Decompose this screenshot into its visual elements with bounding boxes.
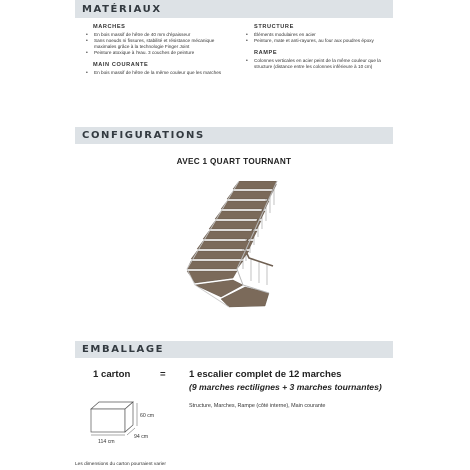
handrail-list (84, 70, 234, 76)
carton-box-icon (85, 400, 175, 452)
box-length-label: 114 cm (98, 439, 115, 445)
steps-list (84, 32, 234, 56)
kit-description: 1 escalier complet de 12 marches (189, 369, 342, 380)
packaging-footnote: Les dimensions du carton pourraient varier (75, 462, 166, 467)
materials-left-column (84, 24, 234, 82)
list-item: • Éléments modulaires en acier (244, 32, 394, 38)
package-quantity: 1 carton (93, 369, 131, 380)
box-height-label: 60 cm (140, 413, 155, 419)
structure-list (244, 32, 394, 44)
list-item: • Sans noeuds ni fissures, stabilité et résistance mécanique maximales grâce à la technologie Finger Joint (84, 38, 234, 50)
box-depth-label: 94 cm (134, 434, 149, 440)
list-item: • Peinture, mate et anti-rayures, au four aux poudres époxy (244, 38, 394, 44)
ramp-heading: RAMPE (254, 50, 278, 57)
handrail-heading: MAIN COURANTE (93, 62, 149, 69)
materials-right-column (244, 24, 394, 76)
section-header-materials: MATÉRIAUX (75, 0, 393, 18)
list-item: • En bois massif de hêtre de 40 mm d'épaisseur (84, 32, 234, 38)
list-item: • En bois massif de hêtre de la même couleur que les marches (84, 70, 234, 76)
section-header-packaging: EMBALLAGE (75, 341, 393, 358)
configuration-title: AVEC 1 QUART TOURNANT (176, 157, 292, 166)
list-item: • Peinture atoxique à l'eau. 3 couches de peinture (84, 50, 234, 56)
kit-detail: (9 marches rectilignes + 3 marches tournantes) (189, 382, 382, 392)
package-contents: Structure, Marches, Rampe (côté interne), Main courante (189, 403, 326, 409)
steps-heading: MARCHES (93, 24, 126, 30)
structure-heading: STRUCTURE (254, 24, 294, 30)
section-header-configurations: CONFIGURATIONS (75, 127, 393, 144)
equals-sign: = (160, 369, 166, 380)
list-item: • Colonnes verticales en acier peint de la même couleur que la structure (distance entre les colonnes inférieure à 10 cm) (244, 58, 394, 70)
ramp-list (244, 58, 394, 70)
staircase-illustration (177, 181, 290, 311)
